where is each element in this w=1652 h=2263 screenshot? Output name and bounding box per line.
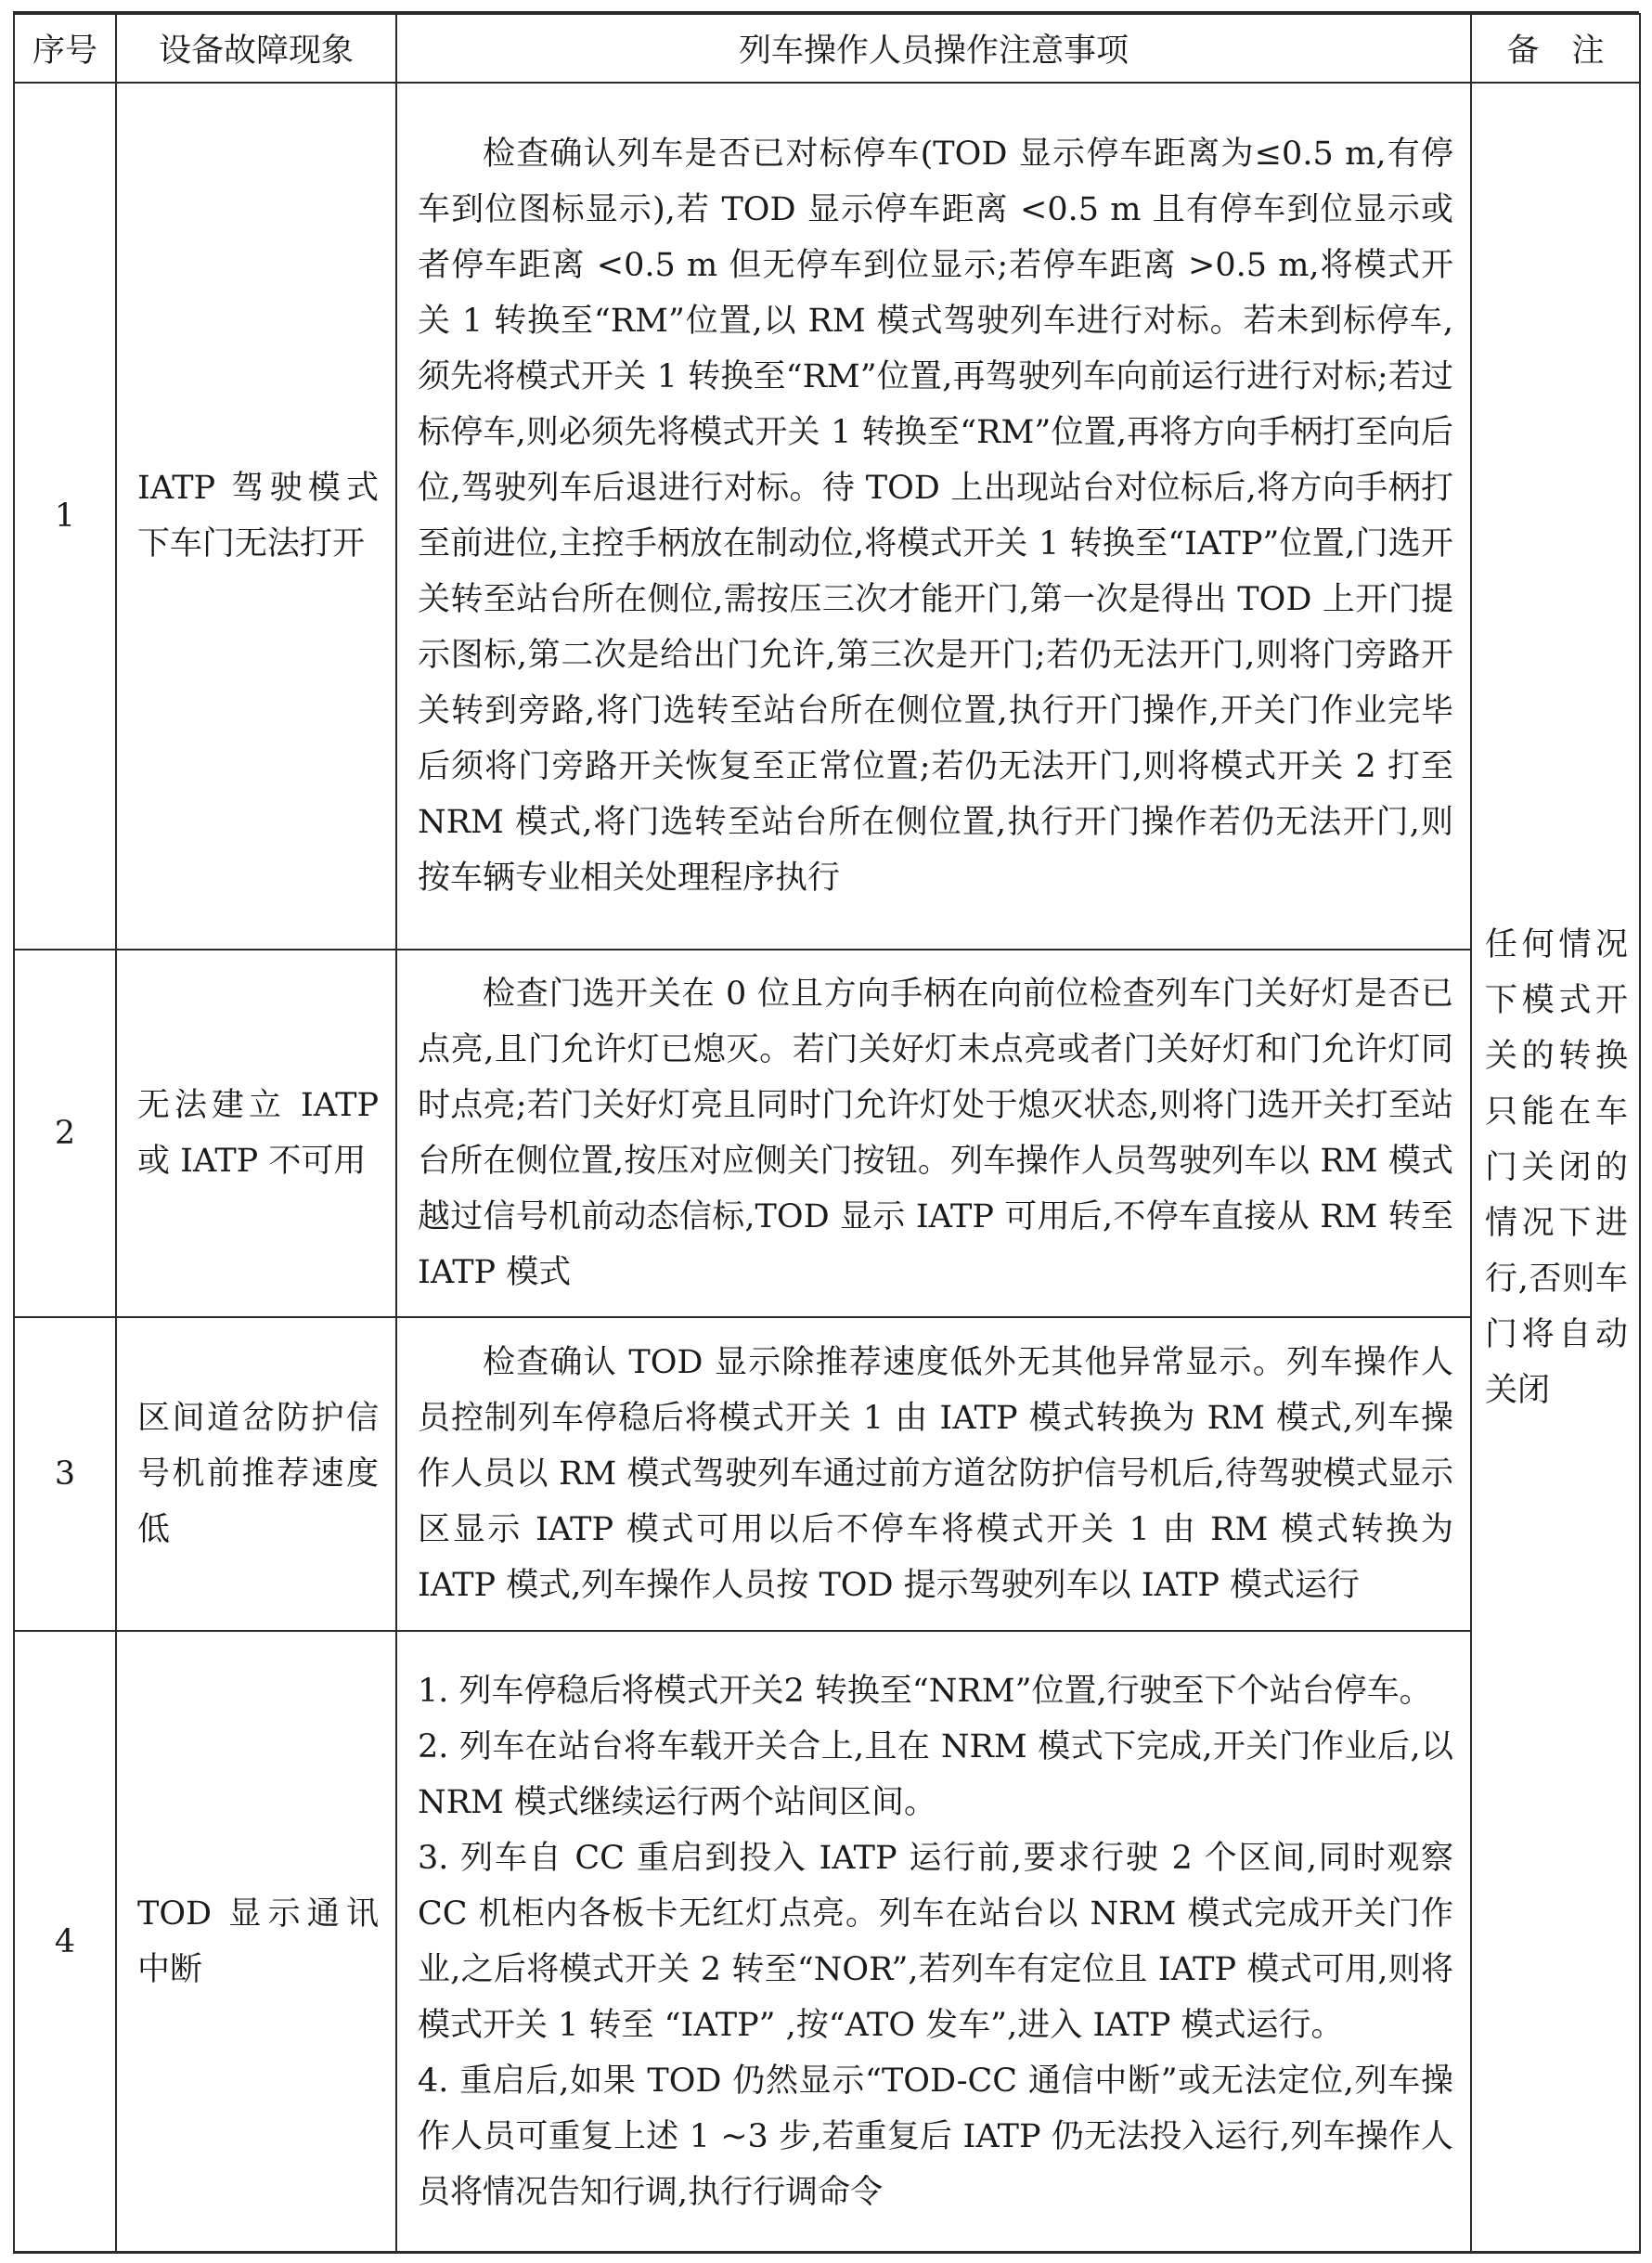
table-row — [14, 950, 1640, 1317]
operation-text: 检查确认列车是否已对标停车(TOD 显示停车距离为≤0.5 m,有停车到位图标显示),若 TOD 显示停车距离 <0.5 m 且有停车到位显示或者停车距离 <0.5 m 但无停车到位显示;若停车距离 >0.5 m,将模式开关 1 转换至“RM”位置,以 RM 模式驾驶列车进行对标。若未到标停车,须先将模式开关 1 转换至“RM”位置,再驾驶列车向前运行进行对标;若过标停车,则必须先将模式开关 1 转换至“RM”位置,再将方向手柄打至向后位,驾驶列车后退进行对标。待 TOD 上出现站台对位标后,将方向手柄打至前进位,主控手柄放在制动位,将模式开关 1 转换至“IATP”位置,门选开关转至站台所在侧位,需按压三次才能开门,第一次是得出 TOD 上开门提示图标,第二次是给出门允许,第三次是开门;若仍无法开门,则将门旁路开关转到旁路,将门选转至站台所在侧位置,执行开门操作,开关门作业完毕后须将门旁路开关恢复至正常位置;若仍无法开门,则将模式开关 2 打至 NRM 模式,将门选转至站台所在侧位置,执行开门操作若仍无法开门,则按车辆专业相关处理程序执行 — [418, 136, 1453, 897]
operation-notes — [396, 1317, 1471, 1631]
operation-step: 2. 列车在站台将车载开关合上,且在 NRM 模式下完成,开关门作业后,以 NRM 模式继续运行两个站间区间。 — [418, 1728, 1453, 1821]
bottom-rule — [13, 2251, 1639, 2254]
operation-steps — [418, 1663, 1453, 2220]
table-row — [14, 1317, 1640, 1631]
header-remarks: 备 注 — [1471, 14, 1640, 83]
header-operations: 列车操作人员操作注意事项 — [396, 14, 1471, 83]
operation-text: 检查门选开关在 0 位且方向手柄在向前位检查列车门关好灯是否已点亮,且门允许灯已熄灭。若门关好灯未点亮或者门关好灯和门允许灯同时点亮;若门关好灯亮且同时门允许灯处于熄灭状态,则将门选开关打至站台所在侧位置,按压对应侧关门按钮。列车操作人员驾驶列车以 RM 模式越过信号机前动态信标,TOD 显示 IATP 可用后,不停车直接从 RM 转至 IATP 模式 — [418, 976, 1453, 1291]
operation-notes — [396, 83, 1471, 950]
row-number: 4 — [14, 1631, 116, 2253]
row-number: 2 — [14, 950, 116, 1317]
row-number: 3 — [14, 1317, 116, 1631]
header-no: 序号 — [14, 14, 116, 83]
remark-cell — [1471, 83, 1640, 2253]
table-row — [14, 83, 1640, 950]
operation-step: 4. 重启后,如果 TOD 仍然显示“TOD-CC 通信中断”或无法定位,列车操作人员可重复上述 1 ~3 步,若重复后 IATP 仍无法投入运行,列车操作人员将情况告知行调,执行行调命令 — [418, 2063, 1453, 2211]
header-row — [14, 14, 1640, 83]
remark-text: 任何情况下模式开关的转换只能在车门关闭的情况下进行,否则车门将自动关闭 — [1485, 926, 1628, 1409]
fault-symptom: TOD 显示通讯中断 — [116, 1631, 396, 2253]
operation-step: 1. 列车停稳后将模式开关2 转换至“NRM”位置,行驶至下个站台停车。 — [418, 1673, 1432, 1710]
table-row — [14, 1631, 1640, 2253]
fault-symptom: IATP 驾驶模式下车门无法打开 — [116, 83, 396, 950]
operation-notes — [396, 950, 1471, 1317]
operation-text: 检查确认 TOD 显示除推荐速度低外无其他异常显示。列车操作人员控制列车停稳后将模式开关 1 由 IATP 模式转换为 RM 模式,列车操作人员以 RM 模式驾驶列车通过前方道岔防护信号机后,待驾驶模式显示区显示 IATP 模式可用以后不停车将模式开关 1 由 RM 模式转换为 IATP 模式,列车操作人员按 TOD 提示驾驶列车以 IATP 模式运行 — [418, 1344, 1453, 1604]
operation-notes — [396, 1631, 1471, 2253]
header-symptom: 设备故障现象 — [116, 14, 396, 83]
fault-handling-table — [13, 13, 1641, 2254]
fault-symptom: 无法建立 IATP 或 IATP 不可用 — [116, 950, 396, 1317]
row-number: 1 — [14, 83, 116, 950]
operation-step: 3. 列车自 CC 重启到投入 IATP 运行前,要求行驶 2 个区间,同时观察 CC 机柜内各板卡无红灯点亮。列车在站台以 NRM 模式完成开关门作业,之后将模式开关 2 转至“NOR”,若列车有定位且 IATP 模式可用,则将模式开关 1 转至 “IATP” ,按“ATO 发车”,进入 IATP 模式运行。 — [418, 1840, 1453, 2044]
fault-symptom: 区间道岔防护信号机前推荐速度低 — [116, 1317, 396, 1631]
